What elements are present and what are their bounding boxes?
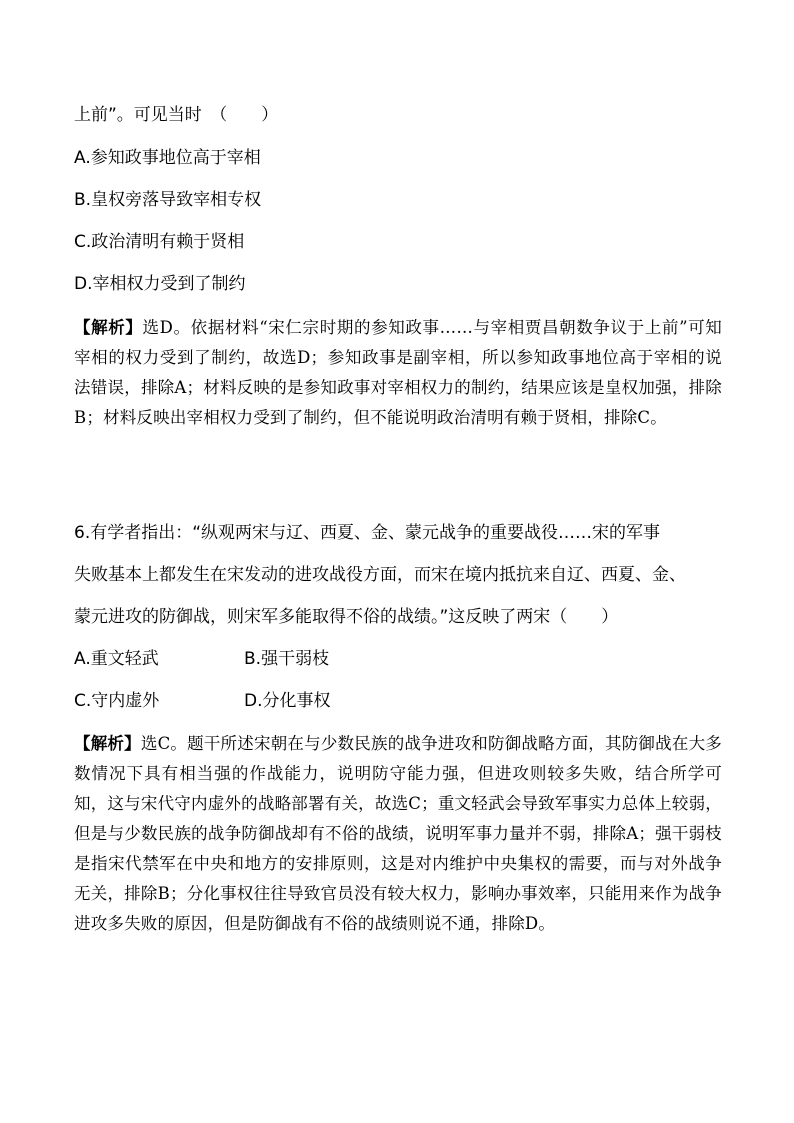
q5-option-d: D.宰相权力受到了制约	[74, 274, 246, 294]
q5-option-b: B.皇权旁落导致宰相专权	[74, 190, 262, 210]
q6-analysis	[74, 729, 722, 939]
q6-analysis-text: 选C。题干所述宋朝在与少数民族的战争进攻和防御战略方面，其防御战在大多数情况下具有相当强的作战能力，说明防守能力强，但进攻则较多失败，结合所学可知，这与宋代守内虚外的战略部署有关，故选C；重文轻武会导致军事实力总体上较弱，但是与少数民族的战争防御战却有不俗的战绩，说明军事力量并不弱，排除A；强干弱枝是指宋代禁军在中央和地方的安排原则，这是对内维护中央集权的需要，而与对外战争无关，排除B；分化事权往往导致官员没有较大权力，影响办事效率，只能用来作为战争进攻多失败的原因，但是防御战有不俗的战绩则说不通，排除D。	[74, 734, 722, 933]
q6-analysis-tag: 【解析】	[74, 734, 141, 753]
q5-analysis-tag: 【解析】	[74, 318, 143, 337]
q5-analysis	[74, 313, 722, 433]
q5-option-c: C.政治清明有赖于贤相	[74, 232, 245, 252]
q6-option-a: A.重文轻武	[74, 649, 159, 669]
q6-option-d: D.分化事权	[244, 691, 331, 711]
q6-options-row-2	[74, 690, 474, 712]
q6-option-b: B.强干弱枝	[244, 649, 330, 669]
q6-option-c: C.守内虚外	[74, 691, 160, 711]
q5-option-a: A.参知政事地位高于宰相	[74, 148, 261, 168]
q6-stem-line-3: 蒙元进攻的防御战，则宋军多能取得不俗的战绩。”这反映了两宋（ ）	[74, 607, 619, 627]
q6-stem-line-2: 失败基本上都发生在宋发动的进攻战役方面，而宋在境内抵抗来自辽、西夏、金、	[74, 565, 686, 585]
q5-analysis-text: 选D。依据材料“宋仁宗时期的参知政事……与宰相贾昌朝数争议于上前”可知宰相的权力受到了制约，故选D；参知政事是副宰相，所以参知政事地位高于宰相的说法错误，排除A；材料反映的是参知政事对宰相权力的制约，结果应该是皇权加强，排除B；材料反映出宰相权力受到了制约，但不能说明政治清明有赖于贤相，排除C。	[74, 318, 722, 427]
q6-options-row-1	[74, 648, 474, 670]
q6-stem-line-1: 6.有学者指出：“纵观两宋与辽、西夏、金、蒙元战争的重要战役……宋的军事	[74, 523, 661, 543]
q5-stem-tail: 上前”。可见当时 （ ）	[74, 105, 279, 125]
